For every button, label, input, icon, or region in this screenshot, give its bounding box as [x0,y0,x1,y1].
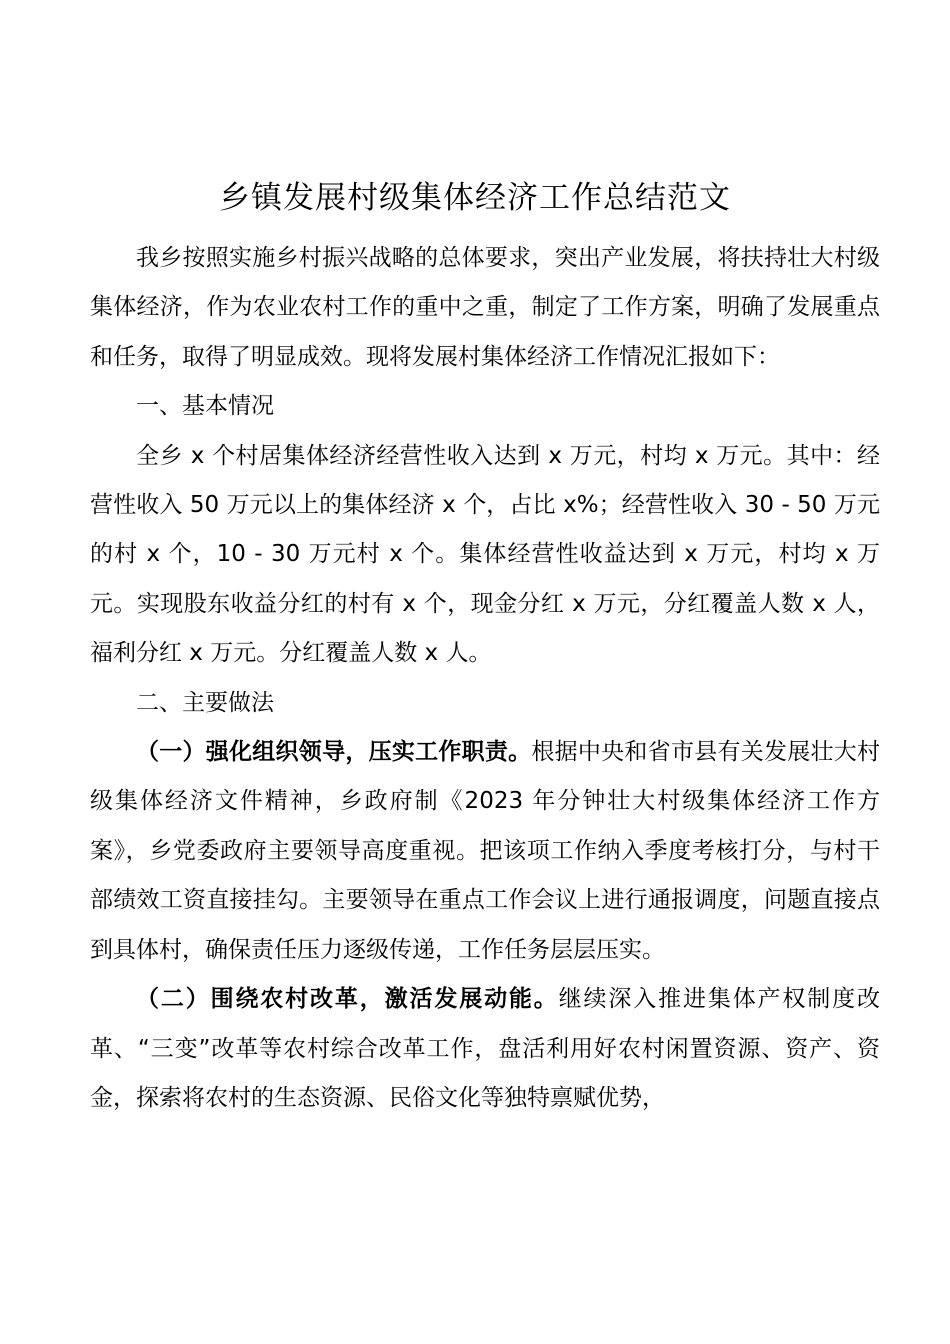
intro-paragraph: 我乡按照实施乡村振兴战略的总体要求，突出产业发展，将扶持壮大村级集体经济，作为农业农村工作的重中之重，制定了工作方案，明确了发展重点和任务，取得了明显成效。现将发展村集体经济工作情况汇报如下： [90,245,880,370]
method-paragraph-1 [90,728,880,975]
method-1-lead: （一）强化组织领导，压实工作职责。 [136,739,532,766]
method-paragraph-2 [90,975,880,1123]
method-2-text: 继续深入推进集体产权制度改革、“三变”改革等农村综合改革工作，盘活利用好农村闲置资源、资产、资金，探索将农村的生态资源、民俗文化等独特禀赋优势， [90,986,881,1111]
section-heading-methods: 二、主要做法 [136,689,274,716]
document-body [90,234,880,1123]
document-title: 乡镇发展村级集体经济工作总结范文 [219,180,731,216]
basic-situation-paragraph: 全乡 x 个村居集体经济经营性收入达到 x 万元，村均 x 万元。其中：经营性收入 50 万元以上的集体经济 x 个，占比 x%；经营性收入 30 - 50 万元的村 x 个，10 - 30 万元村 x 个。集体经营性收益达到 x 万元，村均 x 万元。实现股东收益分红的村有 x 个，现金分红 x 万元，分红覆盖人数 x 人，福利分红 x 万元。分红覆盖人数 x 人。 [90,442,880,667]
section-heading-basic: 一、基本情况 [136,393,274,420]
method-1-text: 根据中央和省市县有关发展壮大村级集体经济文件精神，乡政府制《2023 年分钟壮大村级集体经济工作方案》，乡党委政府主要领导高度重视。把该项工作纳入季度考核打分，与村干部绩效工资直接挂勾。主要领导在重点工作会议上进行通报调度，问题直接点到具体村，确保责任压力逐级传递，工作任务层层压实。 [90,739,881,963]
method-2-lead: （二）围绕农村改革，激活发展动能。 [136,986,559,1013]
